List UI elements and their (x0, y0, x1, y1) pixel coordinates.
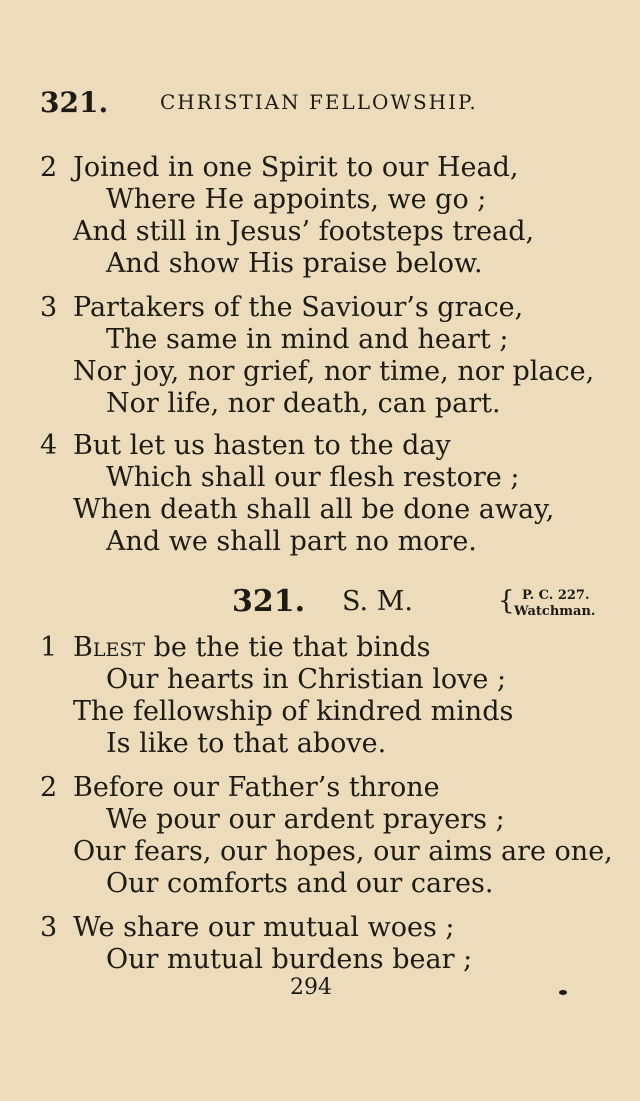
verse-number: 3 (40, 912, 58, 943)
first-line-rest: be the tie that binds (145, 632, 431, 663)
page-number: 294 (290, 975, 332, 1000)
tune-name: Watchman. (514, 604, 596, 619)
verse-line: Nor life, nor death, can part. (106, 388, 501, 419)
verse-line: The same in mind and heart ; (106, 324, 509, 355)
verse-line: The fellowship of kindred minds (73, 696, 514, 727)
verse-number: 2 (40, 772, 58, 803)
verse-line: And still in Jesus’ footsteps tread, (73, 216, 535, 247)
reference-brace: { (498, 586, 515, 616)
verse-line: Is like to that above. (106, 728, 387, 759)
verse-line: And we shall part no more. (106, 526, 477, 557)
small-caps-first-word: Blest (73, 632, 146, 663)
verse-number: 4 (40, 430, 58, 461)
header-hymn-number: 321. (40, 86, 109, 119)
verse-line: Our mutual burdens bear ; (106, 944, 473, 975)
verse-line: Our fears, our hopes, our aims are one, (73, 836, 613, 867)
hymn-meter: S. M. (342, 586, 413, 617)
verse-line: Before our Father’s throne (73, 772, 440, 803)
verse-line: We share our mutual woes ; (73, 912, 455, 943)
verse-line: Our hearts in Christian love ; (106, 664, 507, 695)
verse-line: We pour our ardent prayers ; (106, 804, 505, 835)
verse-line: And show His praise below. (106, 248, 483, 279)
hymn-heading (232, 584, 622, 624)
verse-number: 2 (40, 152, 58, 183)
verse-line: Joined in one Spirit to our Head, (73, 152, 519, 183)
ink-mark (559, 990, 567, 995)
verse-number: 1 (40, 632, 58, 663)
section-title: CHRISTIAN FELLOWSHIP. (160, 90, 478, 114)
hymn-number: 321. (232, 584, 306, 619)
verse-line (73, 632, 431, 664)
verse-line: But let us hasten to the day (73, 430, 451, 461)
verse-line: Which shall our flesh restore ; (106, 462, 520, 493)
verse-number: 3 (40, 292, 58, 323)
running-header (38, 86, 618, 126)
verse-line: Partakers of the Saviour’s grace, (73, 292, 524, 323)
verse-line: Where He appoints, we go ; (106, 184, 487, 215)
verse-line: Our comforts and our cares. (106, 868, 494, 899)
tune-reference (514, 588, 595, 620)
verse-line: When death shall all be done away, (73, 494, 555, 525)
reference-line: P. C. 227. (522, 588, 590, 603)
verse-line: Nor joy, nor grief, nor time, nor place, (73, 356, 595, 387)
